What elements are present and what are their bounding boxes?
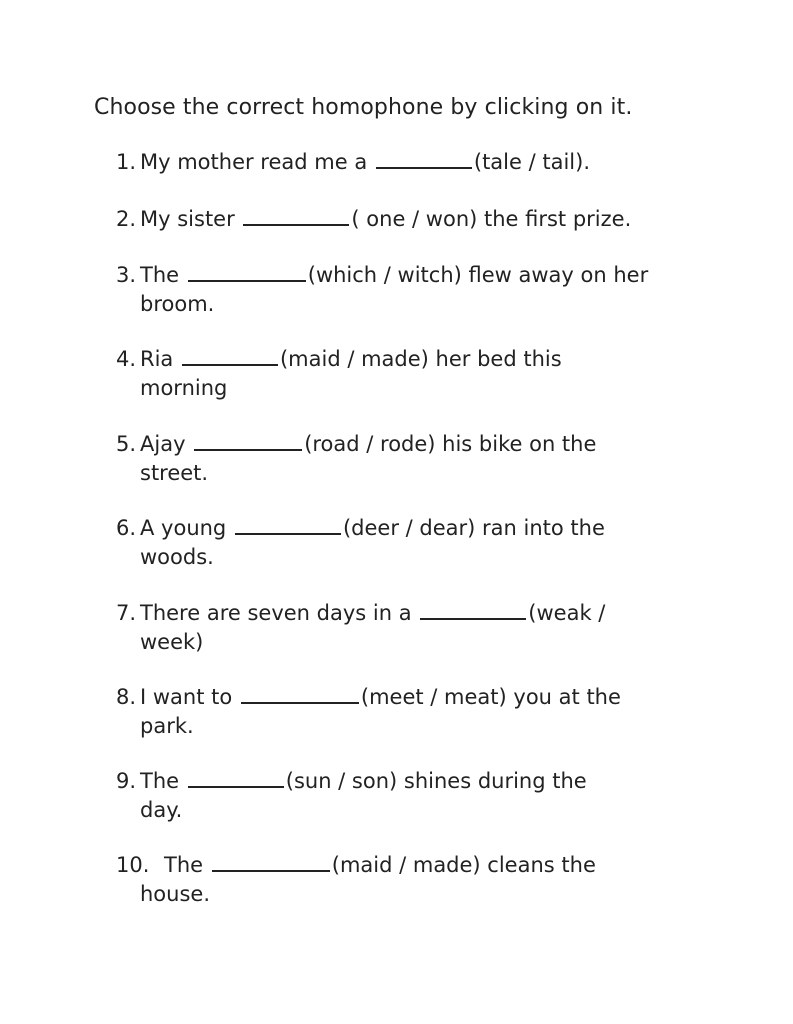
homophone-choices[interactable]: (which / witch) flew away on her	[307, 263, 649, 287]
answer-blank-6[interactable]	[235, 517, 341, 535]
question-number: 2.	[116, 207, 137, 231]
homophone-choices[interactable]: (deer / dear) ran into the	[342, 516, 605, 540]
question-text-continued: woods.	[140, 545, 214, 569]
question-text-before: Ajay	[140, 432, 186, 456]
question-3	[116, 261, 648, 319]
question-text-before: My sister	[140, 207, 235, 231]
question-number: 1.	[116, 150, 137, 174]
question-8	[116, 683, 621, 741]
question-10	[116, 851, 596, 909]
question-number: 10.	[116, 853, 150, 877]
question-5	[116, 430, 596, 488]
homophone-choices[interactable]: (maid / made) her bed this	[279, 347, 562, 371]
question-text-before: The	[164, 853, 204, 877]
question-9	[116, 767, 587, 825]
answer-blank-2[interactable]	[243, 208, 349, 226]
question-text-continued: morning	[140, 376, 228, 400]
homophone-choices[interactable]: (maid / made) cleans the	[331, 853, 596, 877]
question-number: 9.	[116, 769, 137, 793]
answer-blank-7[interactable]	[420, 602, 526, 620]
question-text-before: There are seven days in a	[140, 601, 412, 625]
question-text-before: My mother read me a	[140, 150, 368, 174]
answer-blank-8[interactable]	[241, 686, 359, 704]
question-number: 3.	[116, 263, 137, 287]
worksheet-instructions: Choose the correct homophone by clicking on it.	[94, 95, 633, 120]
answer-blank-3[interactable]	[188, 264, 306, 282]
question-6	[116, 514, 605, 572]
question-text-continued: house.	[140, 882, 211, 906]
question-number: 5.	[116, 432, 137, 456]
homophone-choices[interactable]: (road / rode) his bike on the	[304, 432, 597, 456]
question-7	[116, 599, 605, 657]
question-text-continued: park.	[140, 714, 194, 738]
question-2	[116, 205, 631, 234]
answer-blank-4[interactable]	[182, 348, 278, 366]
question-number: 8.	[116, 685, 137, 709]
question-text-continued: day.	[140, 798, 183, 822]
homophone-choices[interactable]: (meet / meat) you at the	[360, 685, 621, 709]
answer-blank-5[interactable]	[194, 433, 302, 451]
answer-blank-1[interactable]	[376, 151, 472, 169]
question-text-before: I want to	[140, 685, 233, 709]
homophone-choices[interactable]: ( one / won) the first prize.	[351, 207, 632, 231]
question-number: 4.	[116, 347, 137, 371]
homophone-choices[interactable]: (tale / tail).	[473, 150, 590, 174]
homophone-choices[interactable]: (sun / son) shines during the	[285, 769, 587, 793]
question-text-before: Ria	[140, 347, 174, 371]
answer-blank-10[interactable]	[212, 854, 330, 872]
question-text-before: The	[140, 263, 180, 287]
question-number: 6.	[116, 516, 137, 540]
answer-blank-9[interactable]	[188, 770, 284, 788]
homophone-choices[interactable]: (weak /	[528, 601, 606, 625]
question-text-continued: street.	[140, 461, 209, 485]
question-number: 7.	[116, 601, 137, 625]
question-text-continued: week)	[140, 630, 204, 654]
question-text-continued: broom.	[140, 292, 215, 316]
question-1	[116, 148, 590, 177]
question-text-before: The	[140, 769, 180, 793]
question-text-before: A young	[140, 516, 227, 540]
question-4	[116, 345, 562, 403]
